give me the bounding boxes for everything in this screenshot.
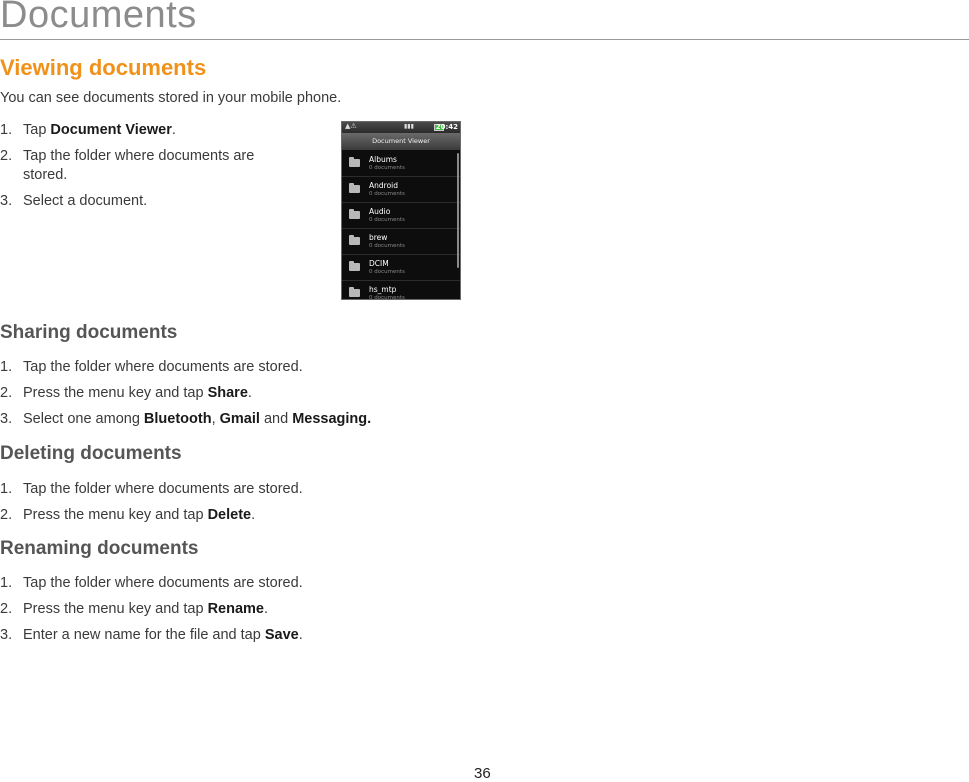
scrollbar[interactable] [457, 153, 459, 268]
viewing-intro: You can see documents stored in your mobile phone. [0, 90, 342, 106]
step-text-end: . [247, 385, 252, 401]
step-text: Tap the folder where documents are stored. [23, 481, 303, 497]
section-heading-renaming: Renaming documents [0, 538, 199, 559]
step-text: Press the menu key and tap [23, 385, 208, 401]
step-keyword: Messaging. [292, 411, 372, 427]
step-text: Tap the folder where documents are stored. [23, 575, 303, 591]
folder-count: 0 documents [369, 295, 405, 300]
step-text: Press the menu key and tap [23, 601, 208, 617]
step-number: 1. [0, 481, 13, 497]
title-divider [0, 39, 969, 40]
step-keyword: Document Viewer [50, 122, 172, 138]
step-number: 2. [0, 507, 13, 523]
folder-name: brew [369, 233, 388, 242]
folder-icon [349, 289, 360, 297]
step-text-sep: , [211, 411, 220, 427]
section-heading-deleting: Deleting documents [0, 443, 182, 464]
folder-row[interactable] [342, 203, 460, 229]
folder-count: 0 documents [369, 269, 405, 275]
step-text-end: . [264, 601, 269, 617]
folder-count: 0 documents [369, 165, 405, 171]
folder-row[interactable] [342, 151, 460, 177]
folder-icon [349, 159, 360, 167]
app-title-bar: Document Viewer [342, 133, 460, 150]
folder-row[interactable] [342, 281, 460, 300]
folder-name: hs_mtp [369, 285, 397, 294]
step-text: Tap the folder where documents are [23, 148, 255, 164]
folder-list [342, 151, 460, 300]
folder-count: 0 documents [369, 191, 405, 197]
document-viewer-screenshot [341, 121, 461, 300]
folder-icon [349, 263, 360, 271]
folder-icon [349, 185, 360, 193]
folder-name: Android [369, 181, 398, 190]
status-bar [342, 122, 460, 133]
step-number: 2. [0, 385, 13, 401]
step-text-continued: stored. [23, 167, 68, 183]
step-text: Press the menu key and tap [23, 507, 208, 523]
folder-count: 0 documents [369, 217, 405, 223]
step-keyword: Share [207, 385, 248, 401]
step-number: 3. [0, 411, 13, 427]
signal-icon: ▮▮▮ [404, 123, 414, 130]
step-number: 3. [0, 627, 13, 643]
step-text: Select one among [23, 411, 144, 427]
step-keyword: Delete [207, 507, 252, 523]
step-number: 1. [0, 122, 13, 138]
section-heading-viewing: Viewing documents [0, 55, 207, 80]
step-text: Tap [23, 122, 51, 138]
page-number: 36 [474, 765, 491, 782]
step-text: Enter a new name for the file and tap [23, 627, 265, 643]
step-number: 1. [0, 359, 13, 375]
section-heading-sharing: Sharing documents [0, 322, 178, 343]
folder-name: Albums [369, 155, 397, 164]
step-number: 1. [0, 575, 13, 591]
step-keyword: Rename [207, 601, 264, 617]
step-keyword: Save [264, 627, 299, 643]
step-text-end: . [251, 507, 256, 523]
folder-row[interactable] [342, 255, 460, 281]
status-clock: 20:42 [435, 123, 458, 131]
step-number: 3. [0, 193, 13, 209]
step-keyword: Gmail [219, 411, 260, 427]
folder-row[interactable] [342, 177, 460, 203]
folder-name: DCIM [369, 259, 389, 268]
chapter-title: Documents [0, 0, 197, 36]
step-number: 2. [0, 601, 13, 617]
folder-count: 0 documents [369, 243, 405, 249]
step-text-sep: and [259, 411, 293, 427]
step-number: 2. [0, 148, 13, 164]
step-text-end: . [298, 627, 303, 643]
step-text: Select a document. [23, 193, 148, 209]
step-keyword: Bluetooth [143, 411, 212, 427]
folder-icon [349, 237, 360, 245]
folder-row[interactable] [342, 229, 460, 255]
folder-icon [349, 211, 360, 219]
step-text: Tap the folder where documents are stored. [23, 359, 303, 375]
folder-name: Audio [369, 207, 391, 216]
notification-icons: ▲⚠ [345, 122, 357, 130]
step-text-end: . [171, 122, 176, 138]
